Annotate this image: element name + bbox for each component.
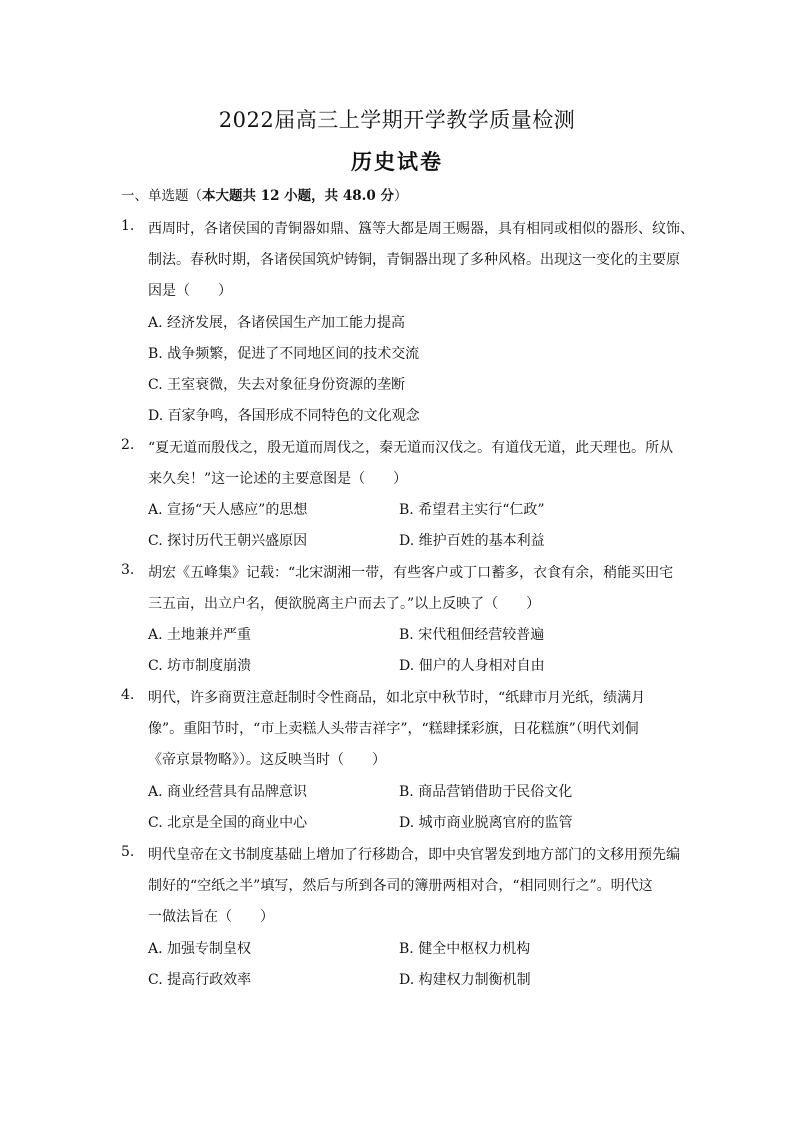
option-b: B. 战争频繁，促进了不同地区间的技术交流 [148,346,420,362]
question-line: 明代，许多商贾注意赶制时令性商品，如北京中秋节时，“纸肆市月光纸，绩满月 [148,690,646,706]
option-d: D. 佃户的人身相对自由 [399,658,545,674]
question-number: 2. [121,437,135,453]
option-d: D. 维护百姓的基本利益 [399,533,545,549]
question-line: “夏无道而殷伐之，殷无道而周伐之，秦无道而汉伐之。有道伐无道，此天理也。所从 [148,440,674,456]
question-line: 一做法旨在（ ） [148,909,274,925]
option-a: A. 商业经营具有品牌意识 [148,784,308,800]
option-b: B. 宋代租佃经营较普遍 [399,627,545,643]
question-number: 5. [121,844,135,860]
option-c: C. 王室衰微，失去对象征身份资源的垄断 [148,377,406,393]
question-number: 4. [121,687,135,703]
option-d: D. 百家争鸣，各国形成不同特色的文化观念 [148,408,420,424]
option-b: B. 商品营销借助于民俗文化 [399,784,573,800]
question-number: 1. [121,218,135,234]
option-c: C. 提高行政效率 [148,972,252,988]
section-suffix: ） [393,188,408,204]
option-b: B. 希望君主实行“仁政” [399,502,545,518]
exam-subtitle: 历史试卷 [351,149,443,174]
option-a: A. 土地兼并严重 [148,627,252,643]
question-line: 因是（ ） [148,283,232,299]
question-number: 3. [121,562,135,578]
option-a: A. 宣扬“天人感应”的思想 [148,502,308,518]
question-line: 像”。重阳节时，“市上卖糕人头带吉祥字”，“糕肆揉彩旗，日花糕旗”（明代刘侗 [148,721,639,737]
section-heading [121,184,407,204]
exam-title: 2022届高三上学期开学教学质量检测 [218,108,576,132]
question-line: 三五亩，出立户名，便欲脱离主户而去了。”以上反映了（ ） [148,596,541,612]
question-line: 明代皇帝在文书制度基础上增加了行移勘合，即中央官署发到地方部门的文移用预先编 [148,847,680,863]
section-prefix: 一、单选题（ [121,188,202,204]
question-line: 西周时，各诸侯国的青铜器如鼎、簋等大都是周王赐器，具有相同或相似的器形、纹饰、 [148,221,694,237]
section-detail: 本大题共 12 小题，共 48.0 分 [202,188,394,204]
option-c: C. 探讨历代王朝兴盛原因 [148,533,308,549]
option-b: B. 健全中枢权力机构 [399,941,531,957]
option-d: D. 城市商业脱离官府的监管 [399,815,573,831]
option-c: C. 坊市制度崩溃 [148,658,252,674]
question-line: 胡宏《五峰集》记载：“北宋湖湘一带，有些客户或丁口蓄多，衣食有余，稍能买田宅 [148,565,674,581]
question-line: 制好的“空纸之半”填写，然后与所到各司的簿册两相对合，“相同则行之”。明代这 [148,878,653,894]
question-line: 来久矣！”这一论述的主要意图是（ ） [148,471,408,487]
option-a: A. 加强专制皇权 [148,941,252,957]
question-line: 《帝京景物略》）。这反映当时（ ） [148,752,386,768]
option-a: A. 经济发展，各诸侯国生产加工能力提高 [148,315,406,331]
option-d: D. 构建权力制衡机制 [399,972,531,988]
question-line: 制法。春秋时期，各诸侯国筑炉铸铜，青铜器出现了多种风格。出现这一变化的主要原 [148,252,680,268]
option-c: C. 北京是全国的商业中心 [148,815,308,831]
